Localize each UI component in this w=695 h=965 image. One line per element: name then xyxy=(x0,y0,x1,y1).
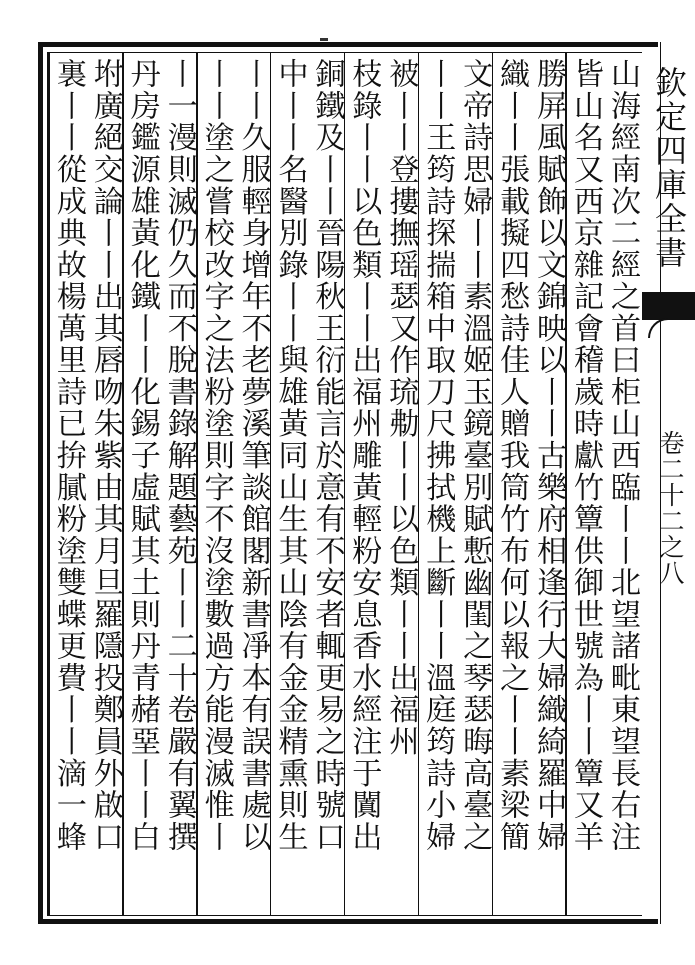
text-column: 勝屏風賦飾以文錦映以丨丨古樂府相逢行大婦織綺羅中婦 xyxy=(531,58,567,853)
text-column: 山海經南次二經之首曰柜山西臨丨丨北望諸毗東望長右注 xyxy=(605,58,640,853)
text-column: 文帝詩思婦丨丨素溫姬玉鏡臺別賦慙幽閨之琴瑟晦高臺之 xyxy=(457,58,493,853)
text-column: 裏丨丨從成典故楊萬里詩已拚膩粉塗雙蝶更費丨丨滴一蜂 xyxy=(50,58,86,853)
text-column: 坿廣絕交論丨丨出其唇吻朱紫由其月旦羅隱投鄭員外啟口 xyxy=(87,58,123,853)
text-column: 被丨丨登摟撫瑶瑟又作琉㔗丨丨以色類丨丨出福州 xyxy=(383,58,419,758)
fish-tail-mark xyxy=(642,292,695,320)
text-column: 枝錄丨丨以色類丨丨出福州雕黃輕粉安息香水經注于闐出 xyxy=(346,58,382,853)
text-column: 皆山名又西京雜記會稽歲時獻竹簟供御世號為丨丨簟又羊 xyxy=(568,58,604,853)
text-column: 銅鐵及丨丨晉陽秋王衍能言於意有不安者輒更易之時號口 xyxy=(309,58,345,853)
text-column: 中丨丨名醫別錄丨丨與雄黃同山生其山陰有金金精熏則生 xyxy=(272,58,308,853)
text-column: 丨一漫則滅仍久而不脫書錄解題藝苑丨丨二十卷嚴有翼撰 xyxy=(161,58,197,853)
ink-mark xyxy=(320,38,328,41)
edge-volume-number: 卷二十二之八 xyxy=(656,430,685,586)
text-column: 丹房鑑源雄黃化鐵丨丨化錫子虛賦其土則丹青赭堊丨丨白 xyxy=(124,58,160,853)
text-column: 丨丨王筠詩探揣箱中取刀尺拂拭機上斷丨丨溫庭筠詩小婦 xyxy=(420,58,456,853)
text-column: 織丨丨張載擬四愁詩佳人贈我筒竹布何以報之丨丨素梁簡 xyxy=(494,58,530,853)
text-column: 丨丨塗之嘗校改字之法粉塗則字不沒塗數過方能漫滅惟丨 xyxy=(198,58,234,853)
edge-book-title: 欽定四庫全書 xyxy=(650,66,688,270)
text-column: 丨丨久服輕身增年不老夢溪筆談館閣新書凈本有誤書處以 xyxy=(235,58,271,853)
